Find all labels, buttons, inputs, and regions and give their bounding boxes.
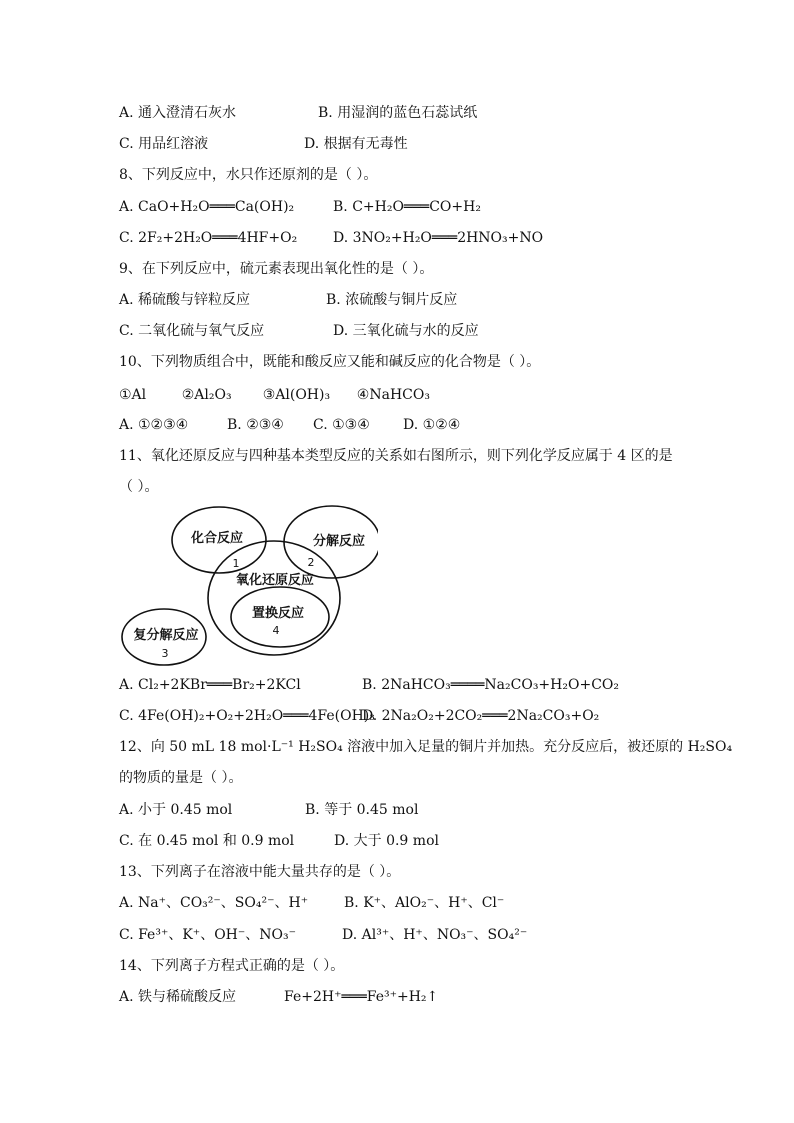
q14-option-a-label: A. 铁与稀硫酸反应	[119, 989, 237, 1005]
q10-option-d: D. ①②④	[403, 417, 461, 433]
q8-option-a: A. CaO+H₂O═══Ca(OH)₂	[119, 199, 295, 215]
q13-option-a: A. Na⁺、CO₃²⁻、SO₄²⁻、H⁺	[119, 895, 309, 911]
q11-option-a: A. Cl₂+2KBr═══Br₂+2KCl	[119, 677, 301, 693]
q8-option-c: C. 2F₂+2H₂O═══4HF+O₂	[119, 230, 298, 246]
q12-stem-line1: 12、向 50 mL 18 mol·L⁻¹ H₂SO₄ 溶液中加入足量的铜片并加热。充分反应后，被还原的 H₂SO₄	[119, 739, 733, 755]
q12-option-c: C. 在 0.45 mol 和 0.9 mol	[119, 833, 295, 849]
q8-stem: 8、下列反应中，水只作还原剂的是（ ）。	[119, 167, 378, 183]
q9-option-d: D. 三氧化硫与水的反应	[333, 323, 479, 339]
q9-option-c: C. 二氧化硫与氧气反应	[119, 323, 265, 339]
double-decomposition-label: 复分解反应	[133, 628, 199, 643]
decomposition-label: 分解反应	[312, 534, 366, 549]
q12-option-a: A. 小于 0.45 mol	[119, 802, 233, 818]
displacement-label: 置换反应	[251, 606, 305, 621]
q11-option-b: B. 2NaHCO₃════Na₂CO₃+H₂O+CO₂	[362, 677, 619, 693]
region-2-label: 2	[307, 556, 315, 569]
q11-stem-line1: 11、氧化还原反应与四种基本类型反应的关系如右图所示，则下列化学反应属于 4 区的是	[119, 448, 673, 464]
prev-option-b: B. 用湿润的蓝色石蕊试纸	[318, 105, 478, 121]
q9-option-a: A. 稀硫酸与锌粒反应	[119, 292, 251, 308]
q13-option-d: D. Al³⁺、H⁺、NO₃⁻、SO₄²⁻	[342, 927, 528, 943]
q14-option-a-equation: Fe+2H⁺═══Fe³⁺+H₂↑	[284, 989, 439, 1005]
region-4-label: 4	[272, 624, 280, 637]
q13-option-c: C. Fe³⁺、K⁺、OH⁻、NO₃⁻	[119, 927, 297, 943]
q11-option-c: C. 4Fe(OH)₂+O₂+2H₂O═══4Fe(OH)₃	[119, 708, 375, 724]
q9-option-b: B. 浓硫酸与铜片反应	[326, 292, 458, 308]
q14-stem: 14、下列离子方程式正确的是（ ）。	[119, 958, 345, 974]
redox-label: 氧化还原反应	[235, 573, 315, 588]
q10-stem: 10、下列物质组合中，既能和酸反应又能和碱反应的化合物是（ ）。	[119, 354, 541, 370]
q13-option-b: B. K⁺、AlO₂⁻、H⁺、Cl⁻	[344, 895, 505, 911]
q10-option-b: B. ②③④	[227, 417, 284, 433]
q10-option-a: A. ①②③④	[119, 417, 189, 433]
combination-label: 化合反应	[190, 531, 244, 546]
q12-stem-line2: 的物质的量是（ ）。	[119, 770, 243, 786]
q13-stem: 13、下列离子在溶液中能大量共存的是（ ）。	[119, 864, 401, 880]
region-3-label: 3	[161, 647, 169, 660]
reaction-venn-diagram	[118, 500, 378, 670]
redox-circle	[208, 541, 340, 655]
q10-option-c: C. ①③④	[313, 417, 370, 433]
q12-option-b: B. 等于 0.45 mol	[305, 802, 419, 818]
q12-option-d: D. 大于 0.9 mol	[334, 833, 439, 849]
q8-option-b: B. C+H₂O═══CO+H₂	[333, 199, 481, 215]
region-1-label: 1	[232, 557, 240, 570]
prev-option-d: D. 根据有无毒性	[304, 136, 408, 152]
q8-option-d: D. 3NO₂+H₂O═══2HNO₃+NO	[333, 230, 544, 246]
q9-stem: 9、在下列反应中，硫元素表现出氧化性的是（ ）。	[119, 261, 434, 277]
q11-stem-line2: （ ）。	[119, 479, 159, 495]
q11-option-d: D. 2Na₂O₂+2CO₂═══2Na₂CO₃+O₂	[362, 708, 600, 724]
prev-option-a: A. 通入澄清石灰水	[119, 105, 237, 121]
prev-option-c: C. 用品红溶液	[119, 136, 209, 152]
q10-items: ①Al ②Al₂O₃ ③Al(OH)₃ ④NaHCO₃	[119, 387, 430, 403]
